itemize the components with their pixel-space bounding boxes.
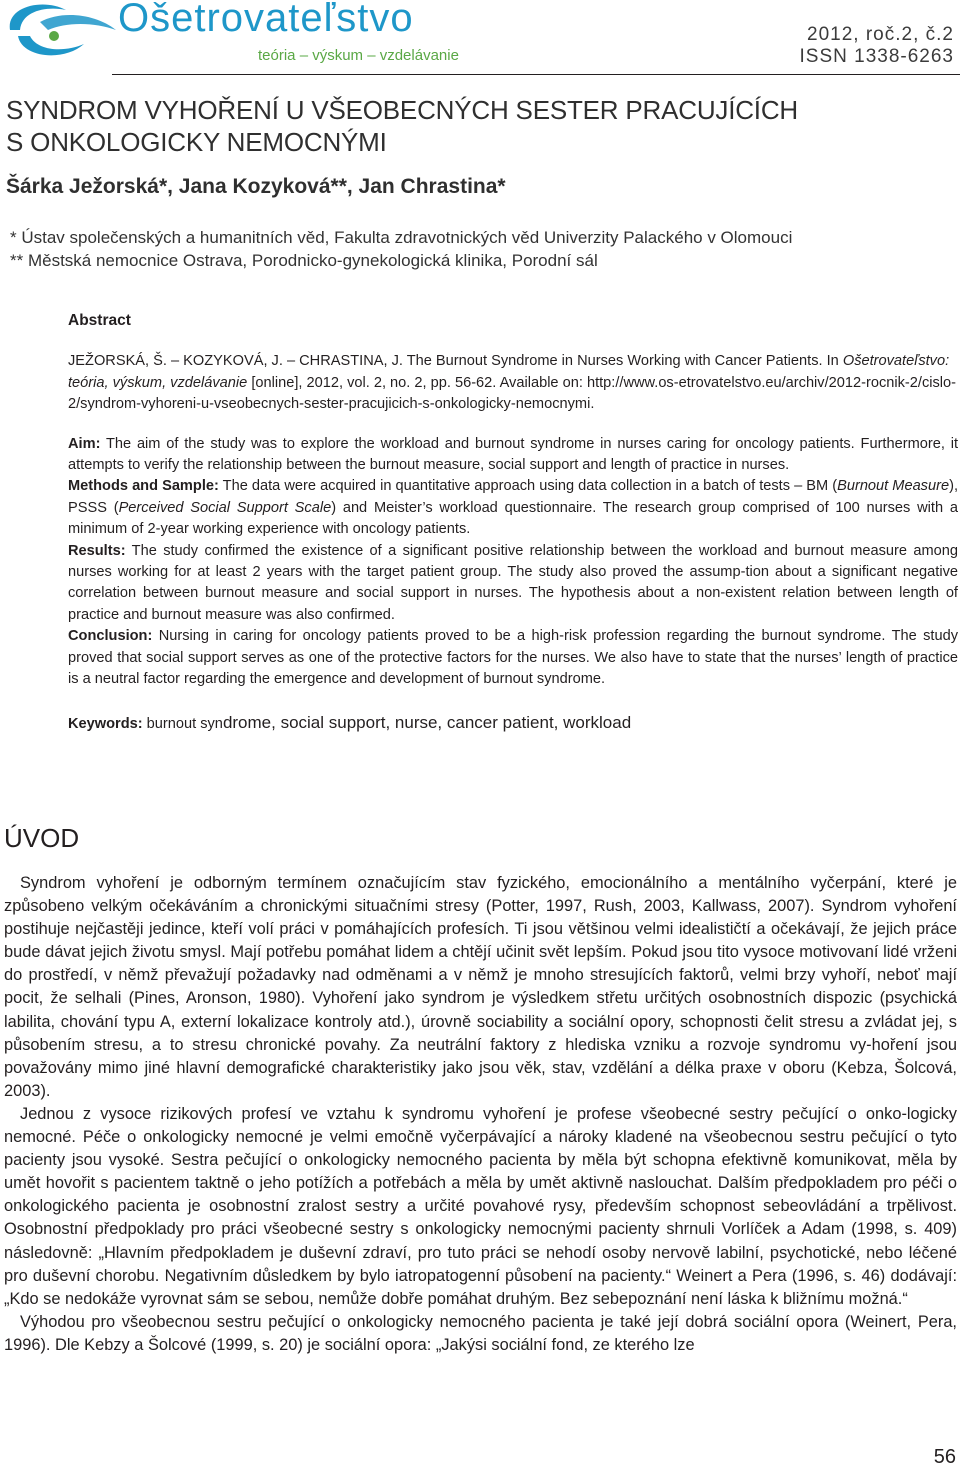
citation-journal: Ošetrovateľstvo: teória, výskum, vzdelávanie: [68, 353, 950, 391]
keywords-label: Keywords:: [68, 715, 143, 732]
article-title: [6, 94, 906, 158]
keywords-text-b: drome, social support, nurse, cancer patient, workload: [222, 712, 632, 732]
citation: [68, 351, 958, 415]
affiliations: [10, 226, 950, 272]
aim-label: Aim:: [68, 435, 101, 452]
page-number: 56: [933, 1446, 956, 1468]
section-heading: ÚVOD: [4, 823, 80, 853]
conclusion-text: Nursing in caring for oncology patients proved to be a high-risk profession regarding the burnout syndrome. The study proved that social support serves as one of the protective factors for the nurses. We also have to state that the nurses’ length of practice is a neutral factor regarding the emergence and development of burnout syndrome.: [68, 628, 958, 688]
keywords: [68, 712, 958, 735]
issn: ISSN 1338-6263: [799, 46, 954, 67]
body-paragraph: Výhodou pro všeobecnou sestru pečující o onkologicky nemocného pacienta je také její dobrá sociální opora (Weinert, Pera, 1996). Dle Kebzy a Šolcové (1999, s. 20) je sociální opora: „Jakýsi sociální fond, ze kterého lze: [4, 1312, 957, 1354]
abstract-aim: [68, 434, 958, 477]
citation-details: [online], 2012, vol. 2, no. 2, pp. 56-62. Available on: http://www.os-etrovatelstvo.eu/archiv/2012-rocnik-2/cislo-2/syndrom-vyhoreni-u-vseobecnych-sester-pracujicich-s-onkologicky-nemocnymi.: [68, 374, 956, 413]
article-title-line1: SYNDROM VYHOŘENÍ U VŠEOBECNÝCH SESTER PRACUJÍCÍCH: [6, 95, 798, 125]
affiliation-1: * Ústav společenských a humanitních věd, Fakulta zdravotnických věd Univerzity Palackého v Olomouci: [10, 228, 793, 247]
issue-info: [800, 24, 955, 68]
abstract-section: [68, 310, 958, 735]
body-paragraph: Jednou z vysoce rizikových profesí ve vztahu k syndromu vyhoření je profese všeobecné sestry pečující o onko-logicky nemocné. Péče o onkologicky nemocné je velmi emočně vyčerpávající a nároky kladené na všeobecnou sestru pečující o tyto pacienty jsou vysoké. Sestra pečující o onkologicky nemocného pacienta by měla být schopna efektivně komunikovat, měla by umět hovořit s pacientem taktně o jeho potížích a potřebách a měla by umět aktivně naslouchat. Dalším předpokladem pro péči o onkologického pacienta je osobnostní zralost sestry a určité povahové rysy, především schopnost sebeovládání a trpělivost. Osobnostní předpoklady pro práci všeobecné sestry s onkologicky nemocnými pacienty shrnuli Vorlíček a Adam (1998, s. 409) následovně: „Hlavním předpokladem je duševní zdraví, pro tuto práci se nehodí osoby nervově labilní, psychotické, nebo léčené pro duševní chorobu. Negativním důsledkem by bylo iatropatogenní působení na pacienty.“ Weinert a Pera (1996, s. 46) dodávají: „Kdo se nedokáže vyrovnat sám se sebou, nemůže dobře pomáhat druhým. Bez sebepoznání není láska k bližnímu možná.“: [4, 1104, 957, 1308]
affiliation-2: ** Městská nemocnice Ostrava, Porodnicko-gynekologická klinika, Porodní sál: [10, 251, 598, 270]
abstract-label: Abstract: [68, 312, 131, 329]
abstract-conclusion: [68, 626, 958, 690]
methods-psss: Perceived Social Support Scale: [118, 499, 332, 516]
conclusion-label: Conclusion:: [68, 628, 153, 645]
results-label: Results:: [68, 542, 126, 559]
section-body: [4, 872, 957, 1357]
keywords-text-a: burnout syn: [142, 715, 223, 732]
methods-label: Methods and Sample:: [68, 478, 219, 495]
header-rule: [112, 74, 960, 75]
methods-text-b: ), PSSS (: [68, 478, 958, 516]
abstract-results: [68, 541, 958, 627]
methods-text-c: ) and Meister’s workload questionnaire. The research group comprised of 100 nurses with a minimum of 2-year working experience with oncology patients.: [68, 499, 958, 538]
body-paragraph: Syndrom vyhoření je odborným termínem označujícím stav fyzického, emocionálního a mentálního vyčerpání, které je způsobeno velkým očekáváním a chronickými situačními stresy (Potter, 1997, Rush, 2003, Kallwass, 2007). Syndrom vyhoření postihuje nejčastěji jedince, kteří volí práci v pomáhajících profesích. Ti jsou většinou velmi idealističtí a očekávají, že jejich práce bude dávat jejich životu smysl. Mají potřebu pomáhat lidem a chtějí učinit svět lepším. Pokud jsou tito vysoce motivovaní lidé vrženi do prostředí, v němž převažují požadavky nad odměnami a v němž je mnoho stresujících faktorů, velmi brzy vyhoří, neboť mají pocit, že selhali (Pines, Aronson, 1980). Vyhoření jako syndrom je výsledkem střetu určitých osobnostních dispozic (psychická labilita, chování typu A, externí lokalizace kontroly atd.), úrovně sociability a sociální opory, schopnosti čelit stresu a zvládat jej, s působením stresu, a to stresu chronické povahy. Za neutrální faktory z hlediska vzniku a rozvoje syndromu vy-hoření jsou považovány mimo jiné hlavní demografické charakteristiky jako jsou věk, stav, vzdělání a délka praxe v oboru (Kebza, Šolcová, 2003).: [4, 874, 957, 1100]
article-authors: Šárka Ježorská*, Jana Kozyková**, Jan Chrastina*: [6, 175, 506, 198]
article-title-line2: S ONKOLOGICKY NEMOCNÝMI: [6, 127, 387, 157]
journal-subtitle: teória – výskum – vzdelávanie: [258, 47, 459, 64]
journal-header: [0, 0, 960, 80]
abstract-body: [68, 434, 958, 691]
methods-text-a: The data were acquired in quantitative approach using data collection in a batch of tests – BM (: [218, 478, 838, 495]
abstract-methods: [68, 476, 958, 540]
methods-bm: Burnout Measure: [837, 478, 950, 495]
citation-authors: JEŽORSKÁ, Š. – KOZYKOVÁ, J. – CHRASTINA, J. The Burnout Syndrome in Nurses Working with Cancer Patients. In: [68, 353, 843, 370]
journal-title: Ošetrovateľstvo: [118, 0, 414, 40]
results-text: The study confirmed the existence of a significant positive relationship between the workload and burnout measure among nurses working for at least 2 years with the target patient group. The study also proved the assump-tion about a significant negative correlation between burnout measure and social support in nurses. The hypothesis about a non-existent relation between length of practice and burnout measure was also confirmed.: [68, 542, 958, 623]
issue-number: 2012, roč.2, č.2: [807, 24, 954, 45]
aim-text: The aim of the study was to explore the workload and burnout syndrome in nurses caring for oncology patients. Furthermore, it attempts to verify the relationship between the burnout measure, social support and length of practice in nurses.: [68, 435, 958, 474]
journal-logo-icon: [4, 0, 122, 66]
